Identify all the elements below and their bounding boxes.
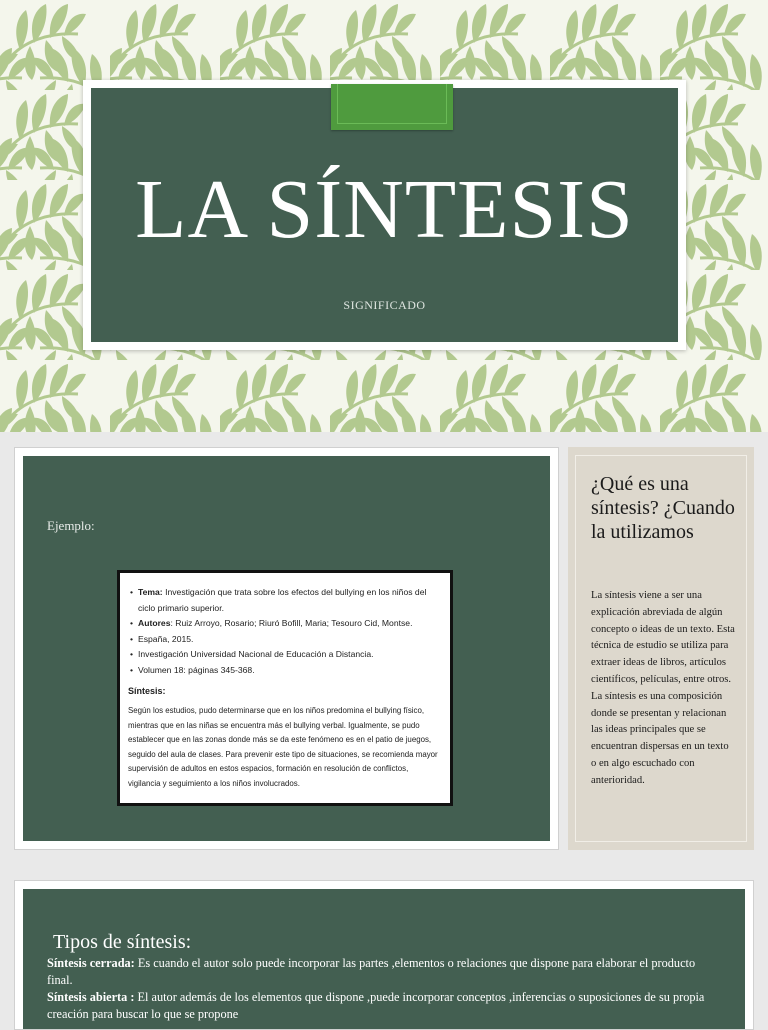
title-card [83,80,686,350]
synthesis-heading: Síntesis: [128,686,166,696]
document-info-list [128,585,442,678]
list-item: • Volumen 18: páginas 345-368. [128,663,442,679]
presentation-subtitle: SIGNIFICADO [343,298,426,312]
presentation-title: LA SÍNTESIS [135,163,634,256]
title-card-panel [91,88,678,342]
example-label: Ejemplo: [47,518,95,533]
list-item: • Autores: Ruiz Arroyo, Rosario; Riuró Bofill, Maria; Tesouro Cid, Montse. [128,616,442,632]
example-document-image [117,570,453,806]
definition-question: ¿Qué es una síntesis? ¿Cuando la utilizamos [591,473,735,543]
title-slide [0,0,768,432]
synthesis-paragraph: Según los estudios, pudo determinarse que en los niños predomina el bullying físico, mientras que en las niñas se encuentra más el bullying verbal. Igualmente, se pudo establecer que en las zonas donde más se da este fenómeno es en el patio de juegos, seguido del aula de clases. Para prevenir este tipo de situaciones, se recomienda mayor supervisión de adultos en estos espacios, formación en resolución de conflictos, vigilancia y seguimiento a los niños involucrados. [128,706,438,788]
types-slide-panel [23,889,745,1029]
types-title: Tipos de síntesis: [53,931,192,953]
example-slide-panel [23,456,550,841]
definition-slide [568,447,754,850]
list-item: • España, 2015. [128,632,442,648]
type-closed: Síntesis cerrada: Es cuando el autor solo puede incorporar las partes ,elementos o relaciones que dispone para elaborar el producto final. [47,956,696,987]
example-slide [14,447,559,850]
title-accent-tab [331,84,453,130]
type-open: Síntesis abierta : El autor además de los elementos que dispone ,puede incorporar conceptos ,inferencias o suposiciones de su propia creación para buscar lo que se propone [47,990,705,1021]
types-slide [14,880,754,1030]
list-item: • Investigación Universidad Nacional de Educación a Distancia. [128,647,442,663]
list-item: • Tema: Investigación que trata sobre los efectos del bullying en los niños del ciclo primario superior. [128,585,442,616]
definition-body: La síntesis viene a ser una explicación abreviada de algún concepto o ideas de un texto. Esta técnica de estudio se utiliza para extraer ideas de libros, artículos científicos, películas, entre otros. La síntesis es una composición donde se presentan y relacionan las ideas principales que se encuentran dispersas en un texto o en algo escuchado con anterioridad. [591,590,735,786]
